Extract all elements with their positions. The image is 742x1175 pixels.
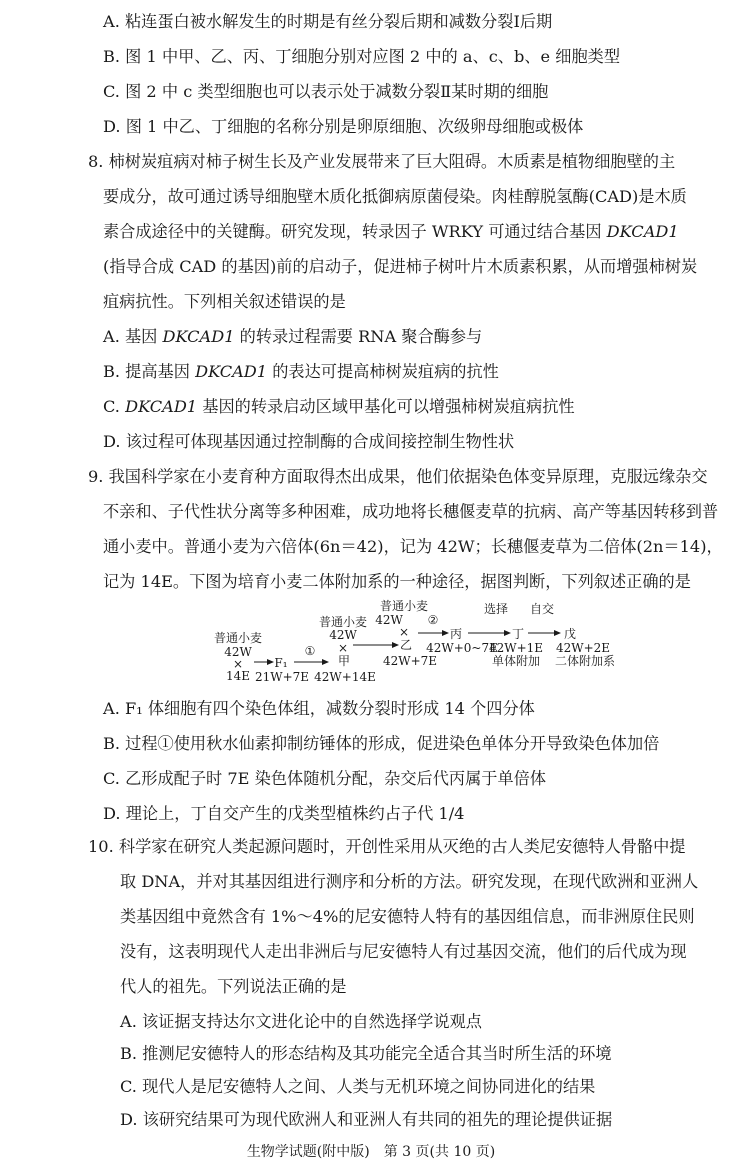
q9-option-b: B. 过程①使用秋水仙素抑制纺锤体的形成，促进染色单体分开导致染色体加倍 [103,734,660,753]
ding-genome: 42W+1E [488,641,544,655]
q10-option-a: A. 该证据支持达尔文进化论中的自然选择学说观点 [120,1012,482,1031]
wu-genome: 42W+2E [555,641,611,655]
wheat-label-3: 普通小麦 [379,599,429,613]
q8-option-d: D. 该过程可体现基因通过控制酶的合成间接控制生物性状 [103,432,515,451]
q7-option-b: B. 图 1 中甲、乙、丙、丁细胞分别对应图 2 中的 a、c、b、e 细胞类型 [103,47,621,66]
q7-option-c: C. 图 2 中 c 类型细胞也可以表示处于减数分裂Ⅱ某时期的细胞 [103,82,549,101]
yi-genome: 42W+7E [382,654,438,668]
q10-option-d: D. 该研究结果可为现代欧洲人和亚洲人有共同的祖先的理论提供证据 [120,1110,613,1129]
f1-label: F₁ [274,656,288,670]
wu-label: 戊 [563,627,577,641]
q10-stem-line-5: 代人的祖先。下列说法正确的是 [120,977,347,996]
q9-stem-line-1: 9. 我国科学家在小麦育种方面取得杰出成果，他们依据染色体变异原理，克服远缘杂交 [88,467,708,486]
gene-name: DKCAD1 [125,397,198,416]
q8-option-b-prefix: B. 提高基因 [103,362,196,381]
q9-stem-line-4: 记为 14E。下图为培育小麦二体附加系的一种途径，据图判断，下列叙述正确的是 [103,572,691,591]
gene-name: DKCAD1 [606,222,679,241]
parent-cross-symbol: × [232,657,244,671]
q10-stem-line-4: 没有，这表明现代人走出非洲后与尼安德特人有过基因交流，他们的后代成为现 [120,942,687,961]
q8-stem-line-3-text: 素合成途径中的关键酶。研究发现，转录因子 WRKY 可通过结合基因 [103,222,607,241]
wheat-genome-2: 42W [329,628,357,642]
ding-label: 丁 [511,627,525,641]
q9-option-d: D. 理论上，丁自交产生的戊类型植株约占子代 1/4 [103,804,465,823]
parent-wheat-genome: 42W [224,645,252,659]
gene-name: DKCAD1 [162,327,235,346]
step-1-marker: ① [304,644,316,658]
f1-genome: 21W+7E [254,670,310,684]
q7-option-a: A. 粘连蛋白被水解发生的时期是有丝分裂后期和减数分裂Ⅰ后期 [103,12,553,31]
q8-stem-line-1: 8. 柿树炭疽病对柿子树生长及产业发展带来了巨大阻碍。木质素是植物细胞壁的主 [88,152,676,171]
ding-name: 单体附加 [491,654,541,668]
jia-label: 甲 [337,654,351,668]
q7-option-d: D. 图 1 中乙、丁细胞的名称分别是卵原细胞、次级卵母细胞或极体 [103,117,584,136]
q9-option-a: A. F₁ 体细胞有四个染色体组，减数分裂时形成 14 个四分体 [103,699,535,718]
gene-name: DKCAD1 [195,362,268,381]
page-footer: 生物学试题(附中版) 第 3 页(共 10 页) [246,1144,496,1160]
cross-symbol-2: × [337,641,349,655]
q8-stem-line-4: (指导合成 CAD 的基因)前的启动子，促进柿子树叶片木质素积累，从而增强柿树炭 [103,257,698,276]
q9-stem-line-3: 通小麦中。普通小麦为六倍体(6n＝42)，记为 42W；长穗偃麦草为二倍体(2n＝14)， [103,537,723,556]
q8-stem-line-5: 疽病抗性。下列相关叙述错误的是 [103,292,346,311]
parent-grass-genome: 14E [225,669,251,683]
select-label: 选择 [483,602,509,616]
q8-option-c-suffix: 基因的转录启动区域甲基化可以增强柿树炭疽病抗性 [197,397,575,416]
wheat-genome-3: 42W [375,613,403,627]
yi-label: 乙 [399,638,413,652]
parent-wheat-label: 普通小麦 [213,631,263,645]
q8-stem-line-2: 要成分，故可通过诱导细胞壁木质化抵御病原菌侵染。肉桂醇脱氢酶(CAD)是木质 [103,187,687,206]
q9-option-c: C. 乙形成配子时 7E 染色体随机分配，杂交后代丙属于单倍体 [103,769,547,788]
q10-option-b: B. 推测尼安德特人的形态结构及其功能完全适合其当时所生活的环境 [120,1044,612,1063]
q8-option-a-suffix: 的转录过程需要 RNA 聚合酶参与 [234,327,483,346]
q8-option-c-prefix: C. [103,397,126,416]
step-2-marker: ② [427,613,439,627]
self-cross-label: 自交 [529,602,555,616]
bing-label: 丙 [449,627,463,641]
q10-stem-line-2: 取 DNA，并对其基因组进行测序和分析的方法。研究发现，在现代欧洲和亚洲人 [120,872,699,891]
q9-stem-line-2: 不亲和、子代性状分离等多种困难，成功地将长穗偃麦草的抗病、高产等基因转移到普 [103,502,719,521]
q8-option-b-suffix: 的表达可提高柿树炭疽病的抗性 [267,362,499,381]
wu-name: 二体附加系 [554,654,616,668]
cross-symbol-3: × [398,625,410,639]
wheat-label-2: 普通小麦 [318,615,368,629]
q10-option-c: C. 现代人是尼安德特人之间、人类与无机环境之间协同进化的结果 [120,1077,596,1096]
q10-stem-line-3: 类基因组中竟然含有 1%～4%的尼安德特人特有的基因组信息，而非洲原住民则 [120,907,695,926]
jia-genome: 42W+14E [314,670,376,684]
bing-genome: 42W+0~7E [426,641,498,655]
q10-stem-line-1: 10. 科学家在研究人类起源问题时，开创性采用从灭绝的古人类尼安德特人骨骼中提 [88,837,686,856]
q8-option-a-prefix: A. 基因 [103,327,163,346]
